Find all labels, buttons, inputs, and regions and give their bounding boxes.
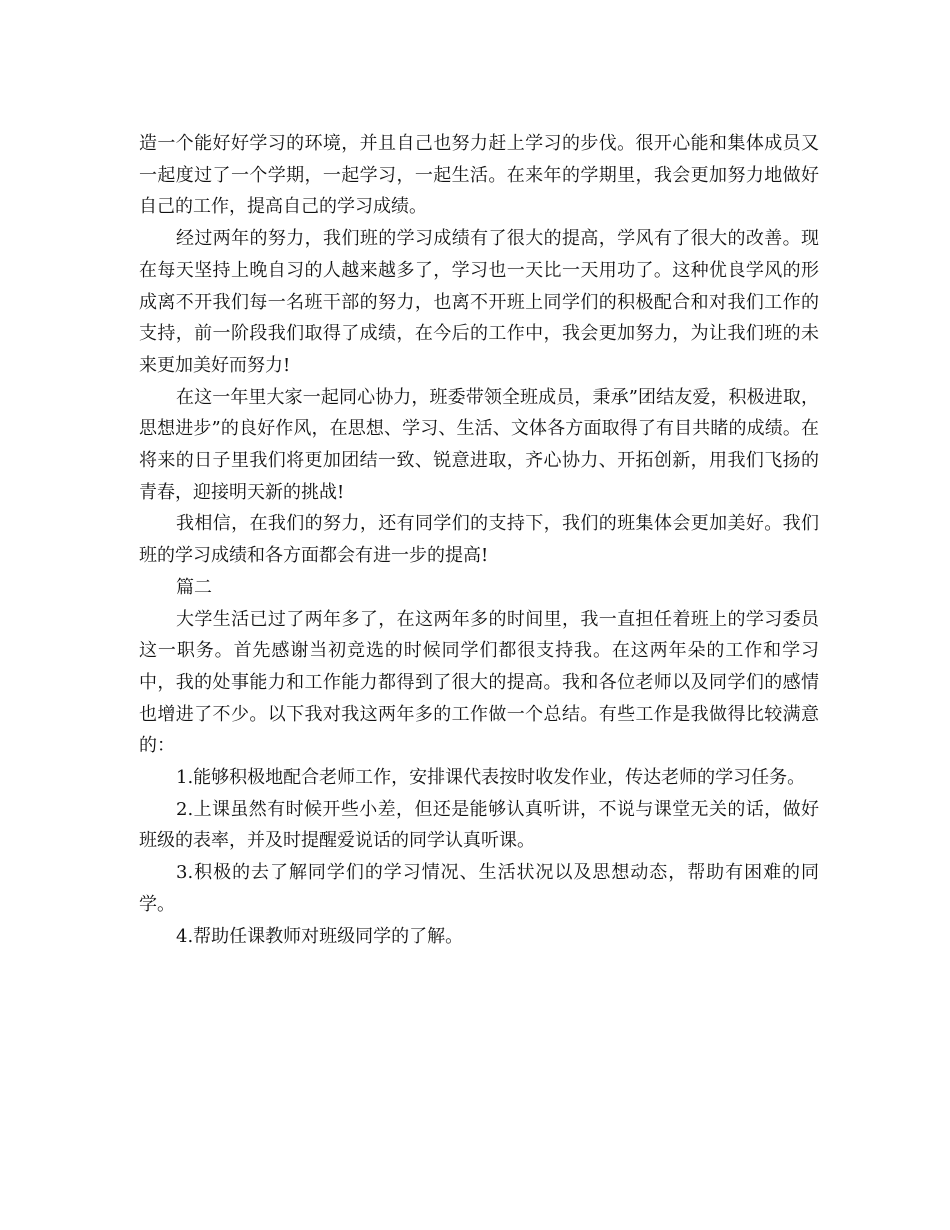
paragraph-class-unity: 在这一年里大家一起同心协力，班委带领全班成员，秉承”团结友爱，积极进取，思想进步”的良好作风，在思想、学习、生活、文体各方面取得了有目共睹的成绩。在将来的日子里我们将更加团结一致、锐意进取，齐心协力、开拓创新，用我们飞扬的青春，迎接明天新的挑战! [139,386,819,503]
paragraph-university-life: 大学生活已过了两年多了，在这两年多的时间里，我一直担任着班上的学习委员这一职务。首先感谢当初竞选的时候同学们都很支持我。在这两年朵的工作和学习中，我的处事能力和工作能力都得到了很大的提高。我和各位老师以及同学们的感情也增进了不少。以下我对我这两年多的工作做一个总结。有些工作是我做得比较满意的： [139,608,819,757]
list-item-1: 1.能够积极地配合老师工作，安排课代表按时收发作业，传达老师的学习任务。 [176,767,806,789]
list-item-4: 4.帮助任课教师对班级同学的了解。 [176,925,464,947]
paragraph-continuation: 造一个能好好学习的环境，并且自己也努力赶上学习的步伐。很开心能和集体成员又一起度过了一个学期，一起学习，一起生活。在来年的学期里，我会更加努力地做好自己的工作，提高自己的学习成绩。 [139,133,819,218]
list-item-2: 2.上课虽然有时候开些小差，但还是能够认真听讲，不说与课堂无关的话，做好班级的表率，并及时提醒爱说话的同学认真听课。 [139,798,819,852]
document-body [139,128,819,952]
paragraph-belief: 我相信，在我们的努力，还有同学们的支持下，我们的班集体会更加美好。我们班的学习成绩和各方面都会有进一步的提高! [139,513,819,567]
list-item-3: 3.积极的去了解同学们的学习情况、生活状况以及思想动态，帮助有困难的同学。 [139,862,819,915]
paragraph-study-progress: 经过两年的努力，我们班的学习成绩有了很大的提高，学风有了很大的改善。现在每天坚持上晚自习的人越来越多了，学习也一天比一天用功了。这种优良学风的形成离不开我们每一名班干部的努力，也离不开班上同学们的积极配合和对我们工作的支持，前一阶段我们取得了成绩，在今后的工作中，我会更加努力，为让我们班的未来更加美好而努力! [139,228,819,376]
section-heading-part-two: 篇二 [176,576,212,598]
